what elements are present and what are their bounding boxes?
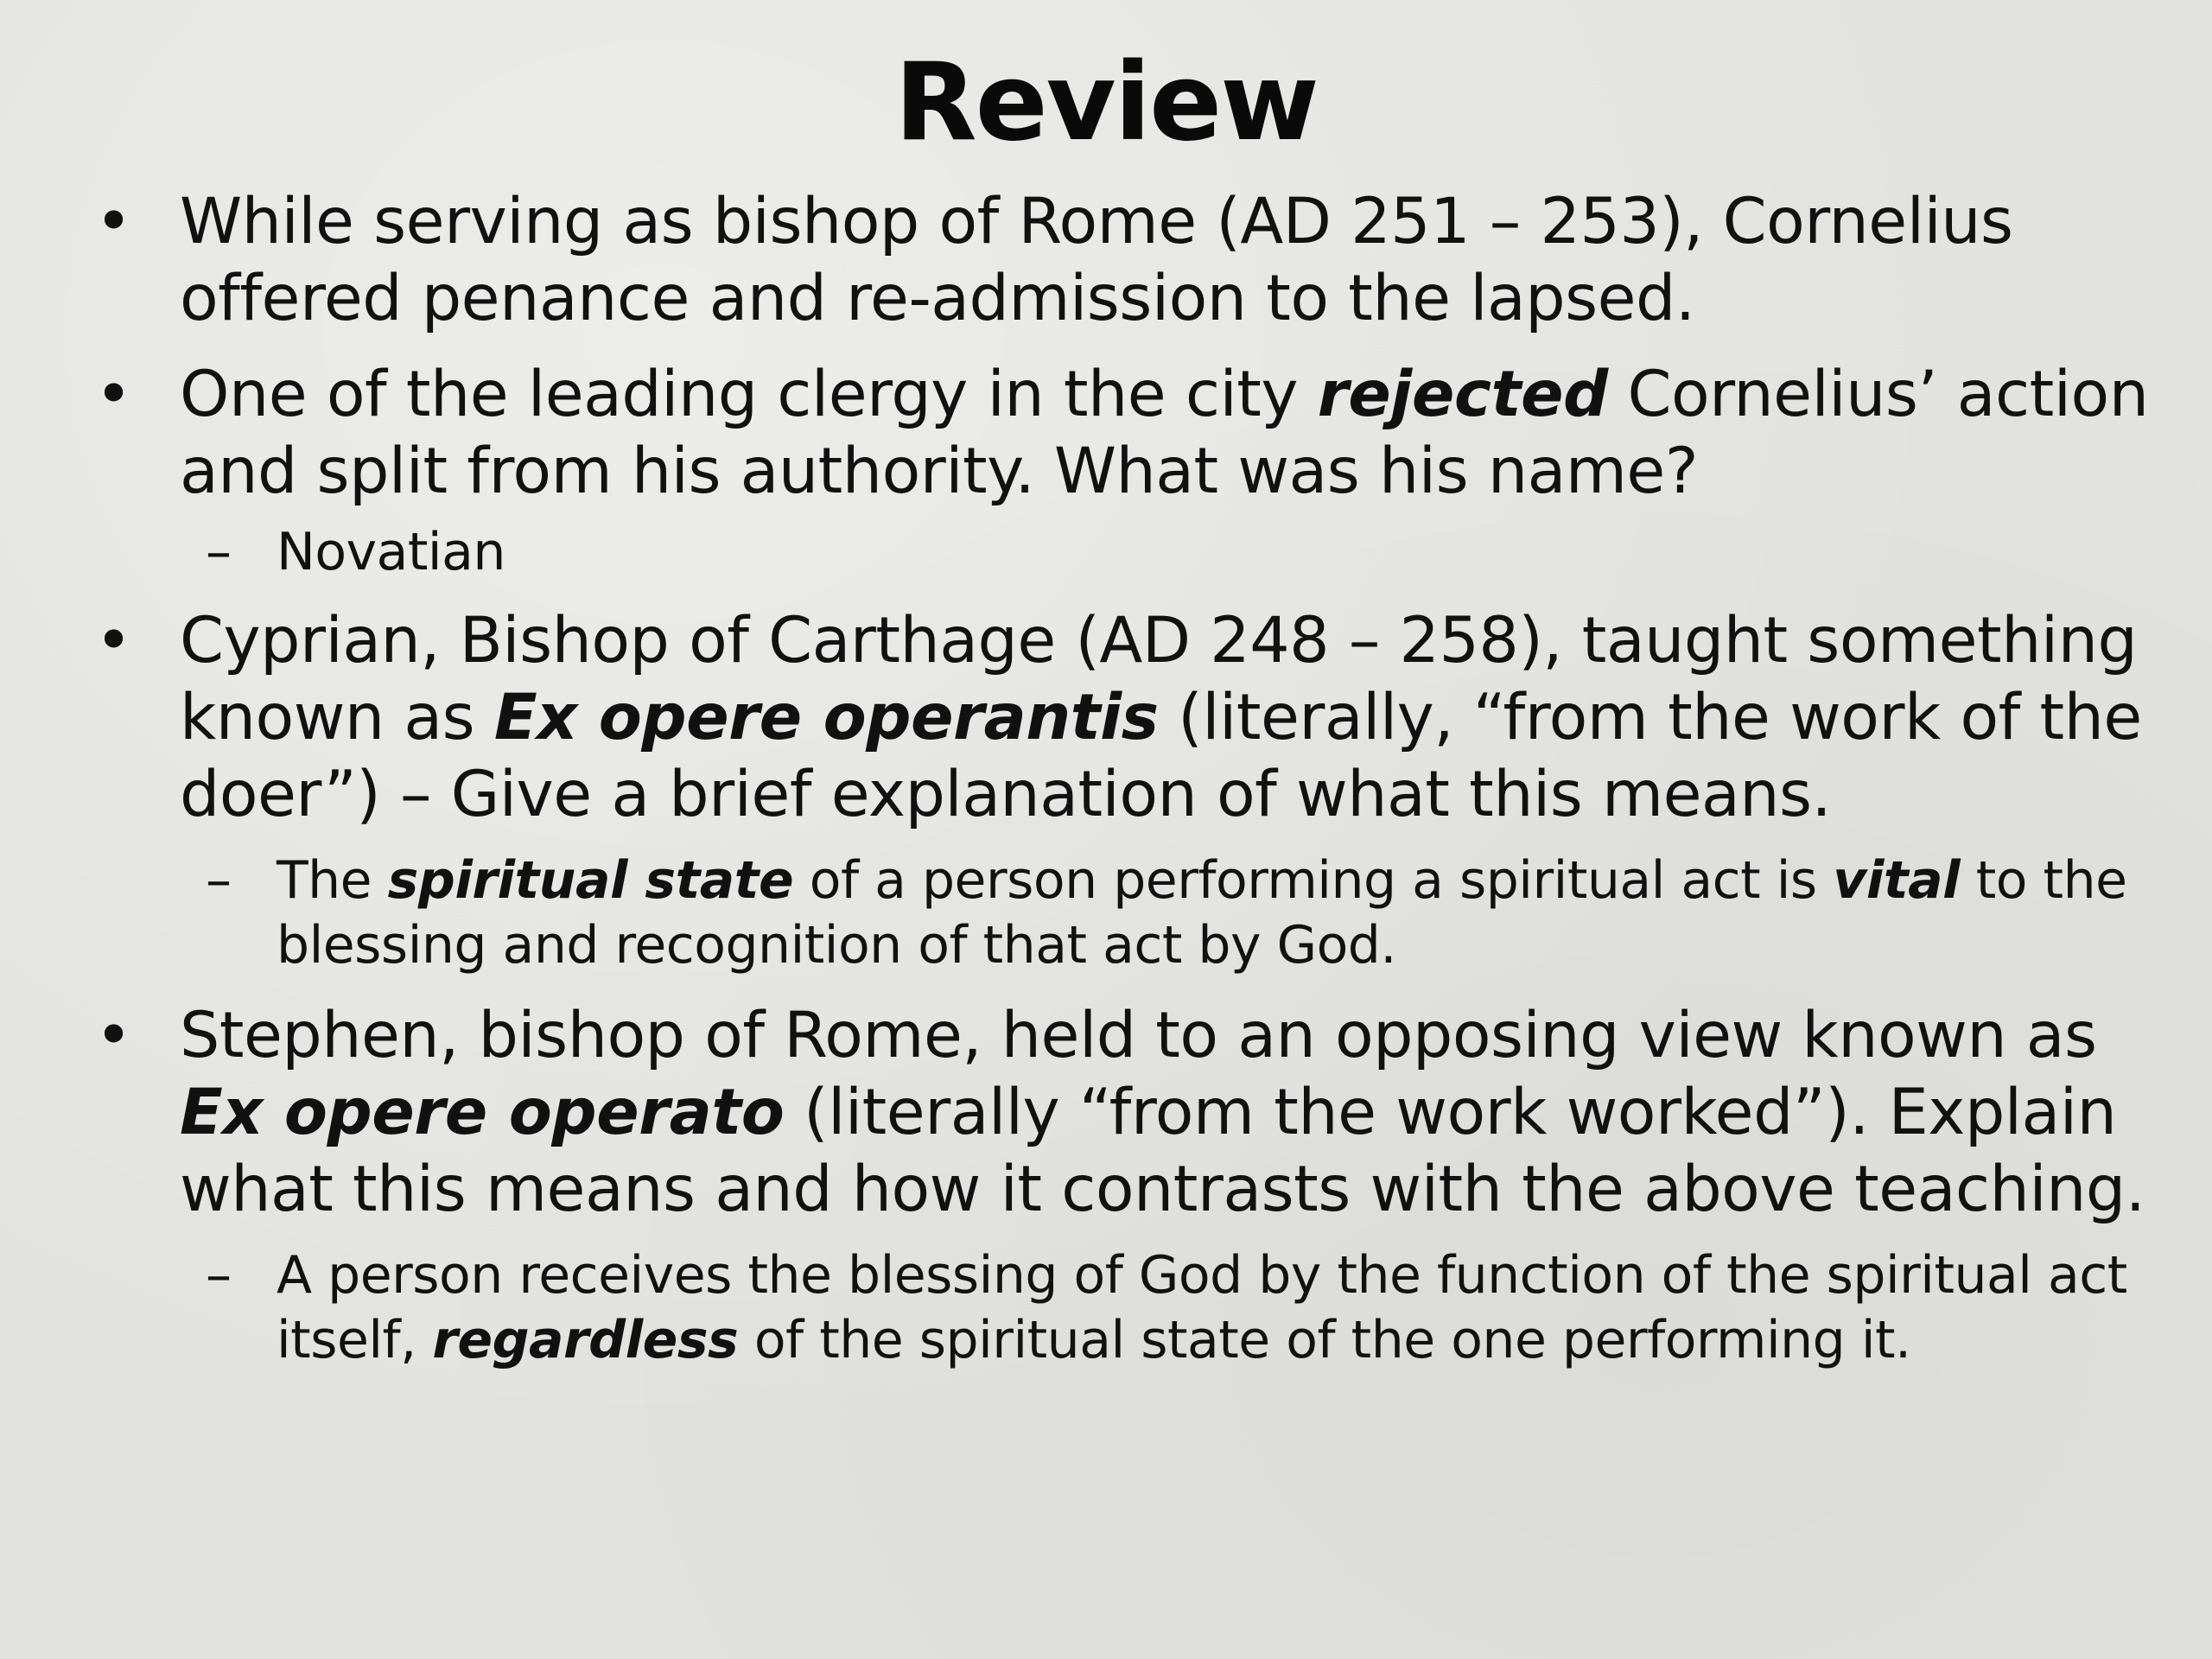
sub-emphasis-regardless: regardless <box>432 1310 739 1370</box>
slide-title: Review <box>894 41 1318 165</box>
bullet-text-post: Cornelius’ action and split from his authority. What was his name? <box>180 358 2149 508</box>
sub-dash: – <box>206 850 232 911</box>
sub-emphasis-spiritual-state: spiritual state <box>387 850 794 911</box>
bullet-text-post: (literally “from the work worked”). Explain what this means and how it contrasts with the above teaching. <box>180 1076 2145 1226</box>
bullet-emphasis: Ex opere operato <box>180 1076 785 1149</box>
sub-answer-novatian <box>95 520 2152 585</box>
sub-text-a: The <box>276 850 388 911</box>
sub-text: Novatian <box>276 522 505 582</box>
bullet-dot: • <box>95 185 132 258</box>
bullet-cyprian <box>95 602 2152 833</box>
bullet-dot: • <box>95 999 132 1072</box>
bullet-split-question <box>95 356 2152 510</box>
sub-text-c: of a person performing a spiritual act is <box>793 850 1834 911</box>
bullet-dot: • <box>95 358 132 431</box>
sub-text-a: A person receives the blessing of God by the function of the spiritual act itself, <box>276 1245 2127 1370</box>
bullet-text-pre: Stephen, bishop of Rome, held to an opposing view known as <box>180 999 2097 1072</box>
sub-emphasis-vital: vital <box>1833 850 1961 911</box>
bullet-cornelius <box>95 183 2152 337</box>
sub-text-c: of the spiritual state of the one performing it. <box>738 1310 1911 1370</box>
slide-body <box>95 183 2152 1373</box>
sub-dash: – <box>206 1245 232 1306</box>
bullet-stephen <box>95 997 2152 1228</box>
sub-answer-cyprian <box>95 849 2152 978</box>
bullet-emphasis: Ex opere operantis <box>493 681 1159 754</box>
bullet-dot: • <box>95 604 132 677</box>
bullet-text-pre: One of the leading clergy in the city <box>180 358 1318 431</box>
bullet-emphasis: rejected <box>1317 358 1608 431</box>
bullet-text: While serving as bishop of Rome (AD 251 – 253), Cornelius offered penance and re-admission to the lapsed. <box>180 185 2013 335</box>
bullet-text-post: (literally, “from the work of the doer”) – Give a brief explanation of what this means. <box>180 681 2142 831</box>
sub-dash: – <box>206 522 232 582</box>
bullet-text-pre: Cyprian, Bishop of Carthage (AD 248 – 258), taught something known as <box>180 604 2138 754</box>
sub-text-e: to the blessing and recognition of that act by God. <box>276 850 2127 976</box>
sub-answer-stephen <box>95 1243 2152 1373</box>
